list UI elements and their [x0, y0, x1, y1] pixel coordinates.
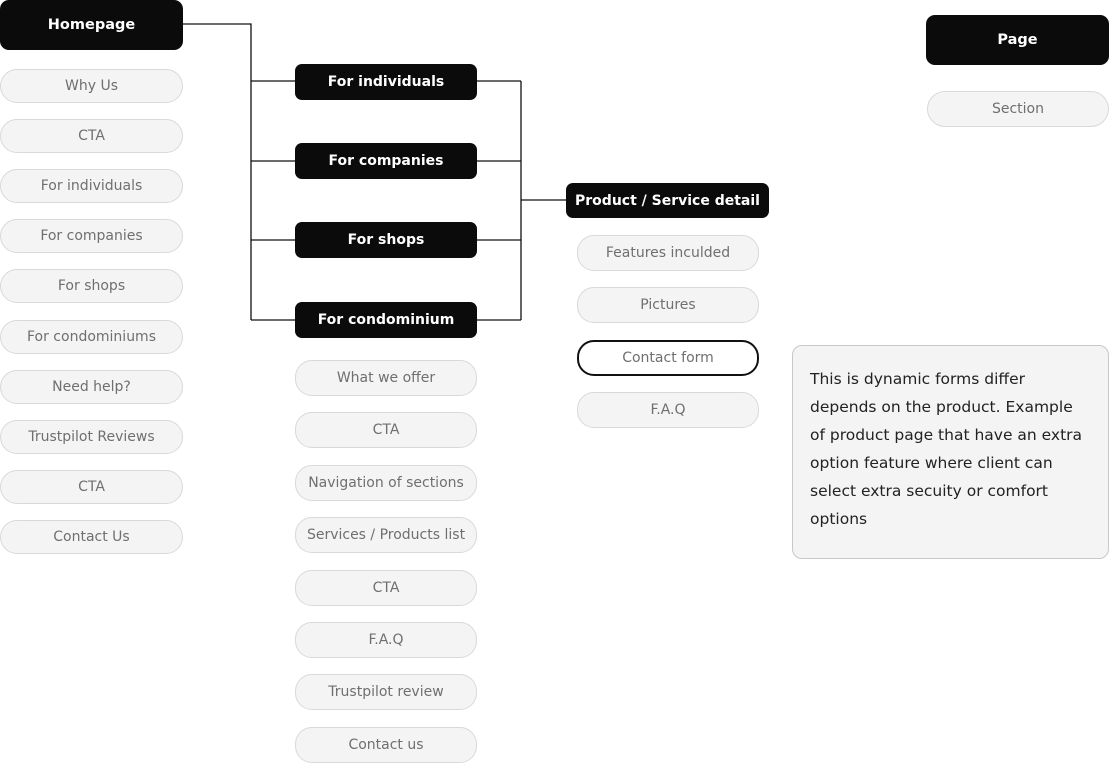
page-for-condominium: For condominium: [295, 302, 477, 338]
homepage-section-contact-us: Contact Us: [0, 520, 183, 554]
page-for-companies: For companies: [295, 143, 477, 179]
homepage-section-trustpilot-reviews: Trustpilot Reviews: [0, 420, 183, 454]
segment-section-trustpilot-review: Trustpilot review: [295, 674, 477, 710]
homepage-section-cta: CTA: [0, 470, 183, 504]
homepage-node: Homepage: [0, 0, 183, 50]
homepage-section-need-help: Need help?: [0, 370, 183, 404]
detail-section-features-inculded: Features inculded: [577, 235, 759, 271]
homepage-section-cta: CTA: [0, 119, 183, 153]
segment-section-navigation-of-sections: Navigation of sections: [295, 465, 477, 501]
homepage-section-why-us: Why Us: [0, 69, 183, 103]
homepage-section-for-companies: For companies: [0, 219, 183, 253]
legend-section: Section: [927, 91, 1109, 127]
detail-section-contact-form: Contact form: [577, 340, 759, 376]
page-for-shops: For shops: [295, 222, 477, 258]
segment-section-what-we-offer: What we offer: [295, 360, 477, 396]
detail-section-f-a-q: F.A.Q: [577, 392, 759, 428]
segment-section-cta: CTA: [295, 412, 477, 448]
product-service-detail-node: Product / Service detail: [566, 183, 769, 218]
homepage-section-for-shops: For shops: [0, 269, 183, 303]
homepage-section-for-individuals: For individuals: [0, 169, 183, 203]
segment-section-cta: CTA: [295, 570, 477, 606]
segment-section-services-products-list: Services / Products list: [295, 517, 477, 553]
legend-page: Page: [926, 15, 1109, 65]
segment-section-f-a-q: F.A.Q: [295, 622, 477, 658]
segment-section-contact-us: Contact us: [295, 727, 477, 763]
detail-section-pictures: Pictures: [577, 287, 759, 323]
dynamic-forms-note: This is dynamic forms differ depends on the product. Example of product page that have an extra option feature where client can select extra secuity or comfort options: [792, 345, 1109, 559]
connector-homepage-to-segments: [183, 24, 251, 320]
homepage-section-for-condominiums: For condominiums: [0, 320, 183, 354]
page-for-individuals: For individuals: [295, 64, 477, 100]
